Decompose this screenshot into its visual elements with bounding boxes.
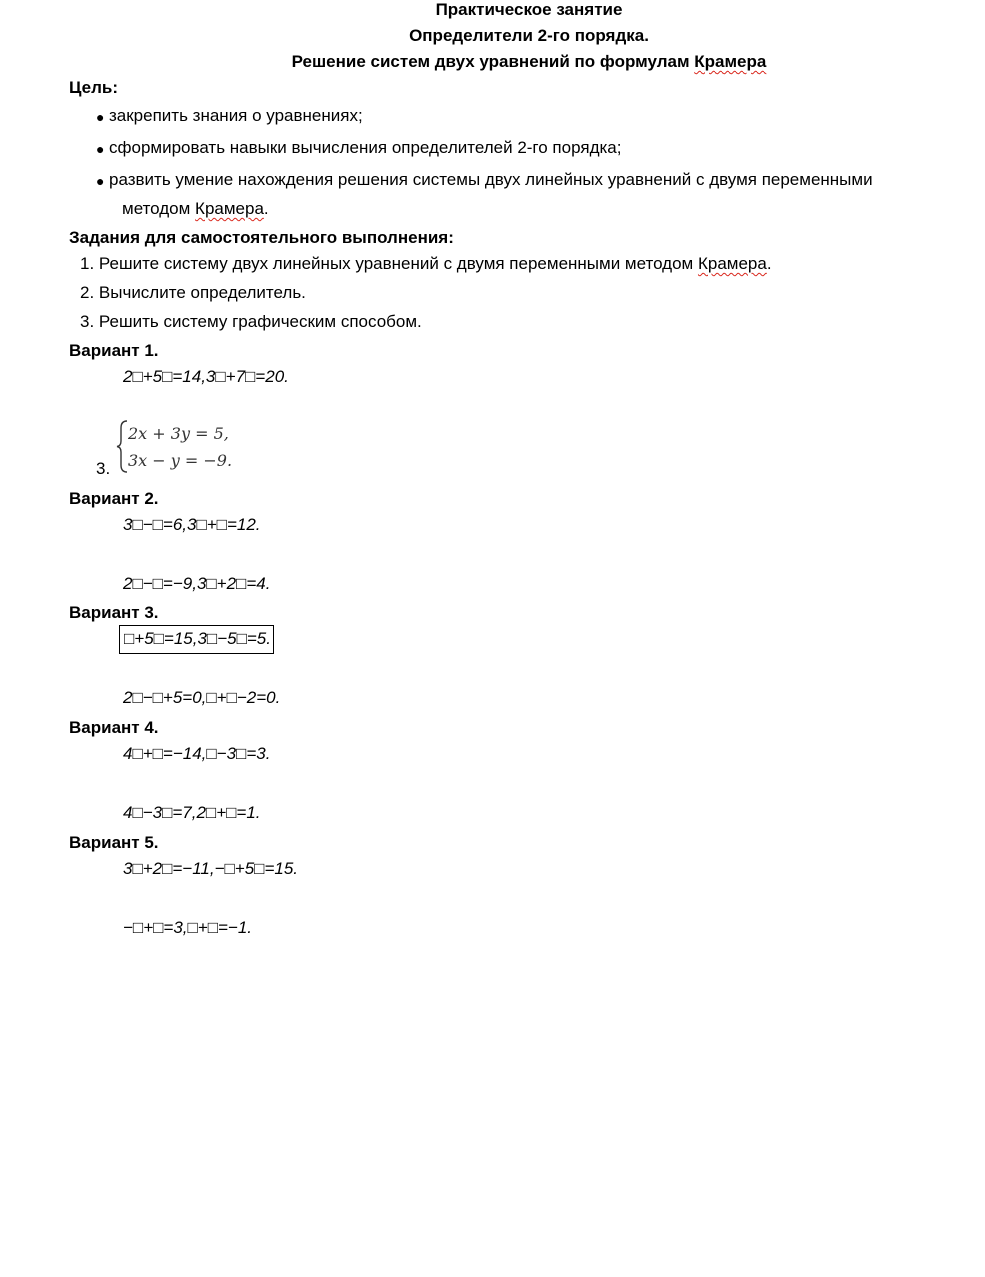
item-number: 3. bbox=[96, 459, 111, 478]
equation: 4□+□=−14,□−3□=3. bbox=[123, 744, 271, 763]
equation: 2□−□+5=0,□+□−2=0. bbox=[123, 688, 281, 707]
spellcheck-word: Крамера bbox=[694, 52, 767, 71]
goal-heading: Цель: bbox=[69, 78, 118, 97]
task-item: 2. Вычислите определитель. bbox=[80, 283, 306, 302]
equation: 3□+2□=−11,−□+5□=15. bbox=[123, 859, 299, 878]
doc-subtitle: Определители 2-го порядка. bbox=[409, 26, 649, 45]
goal-item-continuation-end: . bbox=[263, 199, 269, 218]
doc-topic-text: Решение систем двух уравнений по формулам bbox=[291, 52, 695, 71]
goal-item: сформировать навыки вычисления определителей 2-го порядка; bbox=[109, 138, 622, 157]
equation: 2□+5□=14,3□+7□=20. bbox=[123, 367, 289, 386]
task-item bbox=[80, 254, 772, 274]
equation-selected[interactable]: □+5□=15,3□−5□=5. bbox=[119, 625, 274, 654]
spellcheck-word: Крамера bbox=[697, 254, 767, 273]
system-equation-1: 2x + 3y = 5, bbox=[128, 424, 229, 443]
goal-item-continuation bbox=[122, 199, 269, 219]
bullet-icon: ● bbox=[96, 109, 105, 125]
variant-heading: Вариант 4. bbox=[69, 718, 159, 737]
system-equation-2: 3x − y = −9. bbox=[128, 451, 233, 470]
equation: 2□−□=−9,3□+2□=4. bbox=[123, 574, 271, 593]
variant-heading: Вариант 1. bbox=[69, 341, 159, 360]
doc-title: Практическое занятие bbox=[435, 0, 623, 19]
variant-heading: Вариант 5. bbox=[69, 833, 159, 852]
goal-item: закрепить знания о уравнениях; bbox=[109, 106, 363, 125]
bullet-icon: ● bbox=[96, 141, 105, 157]
equation: 4□−3□=7,2□+□=1. bbox=[123, 803, 261, 822]
task-item: 3. Решить систему графическим способом. bbox=[80, 312, 422, 331]
variant-heading: Вариант 2. bbox=[69, 489, 159, 508]
doc-topic bbox=[0, 52, 985, 72]
goal-item-continuation-text: методом bbox=[122, 199, 196, 218]
goal-item: развить умение нахождения решения системы двух линейных уравнений с двумя переменными bbox=[109, 170, 873, 189]
equation: −□+□=3,□+□=−1. bbox=[123, 918, 252, 937]
task-item-end: . bbox=[766, 254, 772, 273]
spellcheck-word: Крамера bbox=[195, 199, 264, 218]
tasks-heading: Задания для самостоятельного выполнения: bbox=[69, 228, 454, 247]
variant-heading: Вариант 3. bbox=[69, 603, 159, 622]
equation: 3□−□=6,3□+□=12. bbox=[123, 515, 261, 534]
bullet-icon: ● bbox=[96, 173, 105, 189]
task-item-text: 1. Решите систему двух линейных уравнений с двумя переменными методом bbox=[80, 254, 698, 273]
